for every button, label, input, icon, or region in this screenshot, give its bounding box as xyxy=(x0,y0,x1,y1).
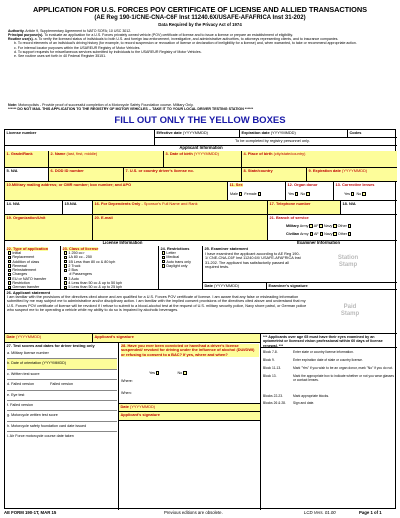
class-option: 2 Truck xyxy=(68,263,81,268)
test-scores-label: 27. Test scores and dates for driver testing only xyxy=(6,343,95,348)
app-addition-checkbox[interactable] xyxy=(8,260,11,263)
test-row: c. Written test score xyxy=(7,370,117,380)
lcd-version: LCD Vers. 01.00 xyxy=(304,510,336,515)
navy-label: Navy xyxy=(323,224,333,228)
test-row: d. Failed version xyxy=(7,382,35,387)
applicant-statement-box xyxy=(5,290,397,334)
failed-version-label: Failed version xyxy=(50,382,74,387)
class-option: 1 250 cc> xyxy=(68,251,85,255)
branch-civilian-row xyxy=(286,232,352,236)
class-checkbox[interactable] xyxy=(64,269,67,272)
restriction-checkbox[interactable] xyxy=(162,251,165,254)
civilian-army-checkbox[interactable] xyxy=(310,232,313,235)
name-label: 2. Name xyxy=(50,151,66,156)
dui-signature-field[interactable] xyxy=(119,412,261,421)
name-field[interactable] xyxy=(49,151,164,168)
application-type-box xyxy=(5,246,61,290)
field-15-box xyxy=(63,201,93,215)
pob-label: 4. Place of birth xyxy=(243,151,273,156)
civilian-af-checkbox[interactable] xyxy=(320,232,323,235)
navy-label: Navy xyxy=(324,232,333,236)
military-navy-checkbox[interactable] xyxy=(333,224,336,227)
app-type-option: Renewal xyxy=(12,263,27,268)
over-65-note: *** Applicants over age 65 must have their eyes examined by an optometrist or licensed vision professional within 60 days of license renewal. *** xyxy=(263,335,383,348)
dui-no-checkbox[interactable] xyxy=(183,371,186,374)
restriction-checkbox[interactable] xyxy=(162,264,165,267)
state-country-field[interactable] xyxy=(242,168,307,182)
license-expiration-field[interactable] xyxy=(307,168,397,182)
branch-military-row xyxy=(286,224,352,228)
field-15-label: 15.N/A xyxy=(64,201,77,206)
dui-date-label: Date xyxy=(120,403,129,409)
routine-text: a. To verify the licensed status of individuals to both U.S. and foreign law-enforcement, investigative, and administrative authorities, to attorneys representing clients, and to insurance companies. xyxy=(34,37,339,42)
branch-box xyxy=(268,215,397,241)
license-class-box xyxy=(61,246,159,290)
app-eu-nato-checkbox[interactable] xyxy=(8,277,11,280)
examiner-signature-box xyxy=(267,283,397,290)
corrective-lenses-box xyxy=(334,182,397,201)
organ-donor-options xyxy=(288,192,311,196)
app-type-option: Restriction xyxy=(12,281,30,286)
dui-no-label: No xyxy=(177,371,183,375)
app-replacement-checkbox[interactable] xyxy=(8,256,11,259)
field-5-box xyxy=(5,168,49,182)
restriction-option: Medical xyxy=(166,255,180,260)
other-label: Other xyxy=(337,232,348,236)
af-label: AF xyxy=(313,232,319,236)
codes-box xyxy=(348,130,397,138)
form-regulation: (AE Reg 190-1/CNE-CNA-C6F Inst 11240.6X/USAFE-AFAFRICA Inst 31-202) xyxy=(94,15,306,21)
class-checkbox[interactable] xyxy=(64,256,67,259)
organ-donor-label: 12. Organ donor xyxy=(287,182,318,187)
sex-female-label: Female xyxy=(244,192,257,196)
effective-date-box xyxy=(155,130,240,138)
authority-label: Authority. xyxy=(8,29,25,33)
page-number: Page 1 of 1 xyxy=(359,510,382,515)
examiner-info-heading: Examiner Information xyxy=(296,240,341,245)
note-text: Motorcyclists - Provide proof of successful completion of a Motorcycle Safety Foundation course. Military Only. xyxy=(18,103,194,107)
lenses-yes-label: Yes xyxy=(344,192,351,196)
app-type-option: Changes xyxy=(12,272,28,277)
examiner-statement-box xyxy=(203,246,397,283)
dui-when-label: When: xyxy=(121,391,132,395)
field-18-label: 18. N/A xyxy=(342,201,356,206)
organization-unit-field[interactable] xyxy=(5,215,93,241)
test-row: h. Motorcycle safety foundation card date issued xyxy=(7,422,117,432)
class-option: 3 Auto xyxy=(68,276,79,281)
test-row: b. Date of orientation (YYYYMMDD) xyxy=(7,359,117,369)
army-label: Army xyxy=(299,224,309,228)
app-restriction-checkbox[interactable] xyxy=(8,281,11,284)
paid-stamp-placeholder: Paid Stamp xyxy=(340,304,360,317)
test-scores-rows xyxy=(7,349,117,442)
grade-rank-label: 1. Grade/Rank xyxy=(6,151,33,156)
place-of-birth-field[interactable] xyxy=(242,151,397,168)
routine-item: e. See routine uses set forth in 40 Federal Register 35151. xyxy=(14,53,107,58)
class-checkbox[interactable] xyxy=(64,286,67,289)
registry-only-text: To be completed by registry personnel only. xyxy=(235,138,310,143)
form-title: APPLICATION FOR U.S. FORCES POV CERTIFICATE OF LICENSE AND ALLIED TRANSACTIONS xyxy=(32,5,368,14)
note-label: Note: xyxy=(8,103,18,107)
af-label: AF xyxy=(313,224,319,228)
effective-date-label: Effective date xyxy=(156,130,182,135)
military-other-checkbox[interactable] xyxy=(348,224,351,227)
army-label: Army xyxy=(299,232,309,236)
lenses-no-checkbox[interactable] xyxy=(362,192,365,195)
dod-id-field[interactable] xyxy=(49,168,124,182)
sex-box xyxy=(228,182,286,201)
applicant-info-heading: Applicant Information xyxy=(179,145,223,150)
lenses-no-label: No xyxy=(356,192,362,196)
dui-yes-checkbox[interactable] xyxy=(156,371,159,374)
purpose-label: Principal purpose(s). xyxy=(8,33,44,38)
mailing-address-label: 10.Military mailing address; or CMR number; box number; and APO xyxy=(6,182,132,187)
app-reinstatement-checkbox[interactable] xyxy=(8,269,11,272)
block-instruction: Mark the appropriate box to indicate whether or not you wear glasses or contact lenses. xyxy=(293,373,394,382)
field-14-label: 14. N/A xyxy=(6,201,20,206)
examiner-statement-label: 25. Examiner statement xyxy=(204,246,248,251)
test-row: e. Eye test xyxy=(7,391,117,401)
license-number-box xyxy=(5,130,155,146)
license-number-label: License number xyxy=(6,130,37,135)
class-option: # Passengers xyxy=(68,272,92,277)
dui-date-format: (YYYYMMDD) xyxy=(130,403,156,409)
dui-question-label: 28. Have you ever been convicted or have/had a driver's license suspended/ revoked for driving under the influence of alcohol (DUI/DWI) or refusing to consent to a BAC? If yes, where and when? xyxy=(121,344,259,357)
email-field[interactable] xyxy=(93,215,268,241)
instructions-box xyxy=(261,348,397,510)
block-instruction: Enter state or country license information. xyxy=(293,350,354,354)
app-renewal-checkbox[interactable] xyxy=(8,264,11,267)
app-type-option: Replacement xyxy=(12,255,35,260)
app-type-option: Addition of class xyxy=(12,259,40,264)
app-german-checkbox[interactable] xyxy=(8,286,11,289)
restrictions-label: 24. Restrictions xyxy=(160,246,190,251)
class-checkbox[interactable] xyxy=(64,281,67,284)
test-row: a. Military license number xyxy=(7,349,117,359)
test-row: g. Motorcycle written test score xyxy=(7,411,117,421)
field-18-box xyxy=(341,201,397,215)
expiration-date-label: Expiration date xyxy=(241,130,270,135)
routine-item: b. To record elements of an individual's driving history (for example, to record suspension or revocation of license or declaration of ineligibility for a license) and, when warranted, to take or recommend appropriate action. xyxy=(14,41,357,46)
class-option: 2 Bus xyxy=(68,268,78,273)
class-option: 5 Less than 50 cc & up to 25 kph xyxy=(68,285,123,290)
examiner-date-box xyxy=(203,283,267,290)
sex-male-label: Male xyxy=(230,192,238,196)
organ-donor-no-checkbox[interactable] xyxy=(306,192,309,195)
license-class-options xyxy=(63,251,122,290)
restriction-option: Auto trans only xyxy=(166,259,191,264)
form-id: AE FORM 190-1T, MAR 15 xyxy=(4,510,57,515)
block-ref: Block 13. xyxy=(263,373,277,378)
applicant-date-format: (YYYYMMDD) xyxy=(16,334,42,339)
license-class-label: 23. Class of license xyxy=(62,246,99,251)
military-af-checkbox[interactable] xyxy=(319,224,322,227)
test-row: f. Failed version xyxy=(7,401,117,411)
military-label: Military xyxy=(286,224,299,228)
dui-where-label: Where: xyxy=(121,379,133,383)
applicant-signature-field[interactable] xyxy=(93,334,261,343)
class-option: 1B Less than 80 cc & 80 kph xyxy=(68,259,116,264)
station-stamp-placeholder: Station Stamp xyxy=(337,255,359,268)
civilian-label: Civilian xyxy=(286,232,300,236)
date-of-birth-field[interactable] xyxy=(164,151,242,168)
app-type-option: EU or NATO transfer xyxy=(12,276,47,281)
license-no-label: 7. U.S. or country driver's license no. xyxy=(125,168,194,173)
class-checkbox[interactable] xyxy=(64,277,67,280)
privacy-act-statement xyxy=(8,29,392,58)
expiration-date-format: (YYYYMMDD) xyxy=(270,130,296,135)
state-country-label: 8. State/country xyxy=(243,168,273,173)
block-instruction: Mark appropriate blocks. xyxy=(293,393,330,398)
block-instruction: Mark "Yes" if you wish to be an organ donor, mark "No" if you do not. xyxy=(293,365,394,370)
lenses-yes-checkbox[interactable] xyxy=(351,192,354,195)
sex-label: 11. Sex xyxy=(229,182,243,187)
telephone-label: 17. Telephone number xyxy=(269,201,311,206)
applicant-date-label: Date xyxy=(6,334,15,339)
expiration-date-box xyxy=(240,130,348,138)
corrective-lenses-options xyxy=(344,192,367,196)
effective-date-format: (YYYYMMDD) xyxy=(182,130,208,135)
examiner-date-label: Date xyxy=(204,283,213,288)
app-type-option: Initial xyxy=(12,251,21,255)
motorcyclist-note xyxy=(8,103,392,112)
examiner-signature-label: Examiner's signature xyxy=(268,283,308,288)
app-type-option: Reinstatement xyxy=(12,268,37,273)
class-option: 1A 80 cc - 250 xyxy=(68,255,92,260)
class-checkbox[interactable] xyxy=(64,260,67,263)
field-14-box xyxy=(5,201,63,215)
applicant-statement-text: I am familiar with the provisions of the directives cited above and am qualified for a U.S. Forces POV certificate of license. I am aware that any false or misleading information submitted by me may subject me to administrative and/or disciplinary action. I am familiar with the implied consent provisions of the directives cited above and understand that my U.S. Forces POV certificate of license will be revoked if I refuse to submit to a blood-alcohol test at the request of U.S. military security police, Navy shore patrol, or German police who suspect me to be operating a vehicle while my ability to do so is impaired by alcoholic beverages. xyxy=(7,295,307,313)
dob-label: 3. Date of birth xyxy=(165,151,193,156)
test-row: i. Air Force motorcycle course date taken xyxy=(7,434,74,439)
sponsor-label: 16. For Dependents Only xyxy=(94,201,141,206)
organ-donor-yes-label: Yes xyxy=(288,192,295,196)
dod-id-label: 6. DOD ID number xyxy=(50,168,84,173)
dui-date-field[interactable] xyxy=(119,403,261,412)
telephone-field[interactable] xyxy=(268,201,341,215)
restriction-option: Letter xyxy=(166,251,176,255)
sex-female-checkbox[interactable] xyxy=(258,192,261,195)
restriction-checkbox[interactable] xyxy=(162,260,165,263)
block-instructions xyxy=(263,351,395,406)
grade-rank-field[interactable] xyxy=(5,151,49,168)
sponsor-name-field[interactable] xyxy=(93,201,268,215)
examiner-date-format: (YYYYMMDD) xyxy=(214,283,240,288)
test-scores-box xyxy=(5,343,119,510)
license-no-field[interactable] xyxy=(124,168,242,182)
application-form xyxy=(4,129,396,509)
applicant-signature-label: Applicant's signature xyxy=(94,334,134,339)
field-5-label: 5. N/A xyxy=(6,168,18,173)
civilian-navy-checkbox[interactable] xyxy=(333,232,336,235)
dui-options xyxy=(149,371,188,375)
mail-warning: ****** DO NOT MAIL THIS APPLICATION TO THE REGISTRY OF MOTOR VEHICLES -- TAKE IT TO YOUR LOCAL DRIVER TESTING STATION ****** xyxy=(8,107,254,112)
sex-options xyxy=(230,192,262,196)
authority-text: Article 9, Supplementary Agreement to NATO SOFA; 10 USC 3012. xyxy=(25,29,132,33)
dui-yes-label: Yes xyxy=(149,371,156,375)
class-option: 4 Less than 50 cc & up to 50 kph xyxy=(68,281,123,286)
block-ref: Block 7-8. xyxy=(263,350,278,354)
block-instruction: Enter expiration date of state or country license. xyxy=(293,357,363,362)
military-army-checkbox[interactable] xyxy=(309,224,312,227)
email-label: 20. E-mail xyxy=(94,215,113,220)
restrictions-options xyxy=(161,251,191,268)
applicant-date-field[interactable] xyxy=(5,334,93,343)
civilian-other-checkbox[interactable] xyxy=(348,232,351,235)
sponsor-sub-label: - Sponsor's Full Name and Rank xyxy=(141,201,198,206)
application-type-label: 22. Type of application xyxy=(6,246,49,251)
restrictions-box xyxy=(159,246,203,290)
organ-donor-box xyxy=(286,182,334,201)
organ-donor-no-label: No xyxy=(300,192,306,196)
license-expiration-format: (YYYYMMDD) xyxy=(342,168,368,173)
block-ref: Blocks 22-23. xyxy=(263,393,283,398)
app-changes-checkbox[interactable] xyxy=(8,273,11,276)
privacy-act-heading: Data Required by the Privacy Act of 1974 xyxy=(158,22,242,27)
branch-label: 21. Branch of service xyxy=(269,215,309,220)
license-expiration-label: 9. Expiration date xyxy=(308,168,341,173)
other-label: Other xyxy=(337,224,347,228)
application-type-options xyxy=(7,251,46,290)
purpose-text: To evaluate an application for a U.S. Forces privately owned vehicle (POV) certificate of license and to issue a license or prepare an establishment of eligibility. xyxy=(44,33,293,38)
corrective-lenses-label: 13. Corrective lenses xyxy=(335,182,375,187)
class-checkbox[interactable] xyxy=(64,264,67,267)
dui-signature-label: Applicant's signature xyxy=(120,411,160,417)
mailing-address-field[interactable] xyxy=(5,182,228,201)
class-checkbox[interactable] xyxy=(64,251,67,254)
block-ref: Blocks 26 & 28. xyxy=(263,401,286,406)
dob-format: (YYYYMMDD) xyxy=(193,151,219,156)
previous-editions-note: Previous editions are obsolete. xyxy=(164,510,223,515)
form-page xyxy=(4,6,396,514)
fill-yellow-banner: FILL OUT ONLY THE YELLOW BOXES xyxy=(114,115,286,126)
applicant-statement-label: 26. Applicant statement xyxy=(6,290,51,295)
block-instruction: Sign and date. xyxy=(293,401,315,406)
dui-question-box xyxy=(119,343,261,510)
block-ref: Block 9. xyxy=(263,357,275,362)
routine-item: d. To support requests for miscellaneous services submitted by individuals to the USAREUR Registry of Motor Vehicles. xyxy=(14,49,202,54)
name-format: (last, first, middle) xyxy=(66,151,98,156)
pob-format: (city/state/country) xyxy=(273,151,306,156)
license-info-heading: License Information xyxy=(102,240,143,245)
over-65-note-box xyxy=(261,334,397,348)
routine-label: Routine use(s). xyxy=(8,37,34,42)
organ-donor-yes-checkbox[interactable] xyxy=(295,192,298,195)
codes-label: Codes xyxy=(349,130,362,135)
organization-label: 19. Organization/Unit xyxy=(6,215,46,220)
sex-male-checkbox[interactable] xyxy=(239,192,242,195)
restriction-checkbox[interactable] xyxy=(162,256,165,259)
app-initial-checkbox[interactable] xyxy=(8,251,11,254)
examiner-statement-text: I have examined the applicant according to AE Reg 190-1/ CNE-CNA-C6F Inst 11240.6X/ USAFE-AFAFRICA Inst 31-202. The applicant has satisfactorily passed all required tests. xyxy=(205,252,301,270)
restriction-option: Daylight only xyxy=(166,263,188,268)
block-ref: Block 11-13. xyxy=(263,365,282,370)
routine-item: c. For internal locator purposes within the USAREUR Registry of Motor Vehicles. xyxy=(14,45,141,50)
app-type-option: German transfer xyxy=(12,285,40,290)
